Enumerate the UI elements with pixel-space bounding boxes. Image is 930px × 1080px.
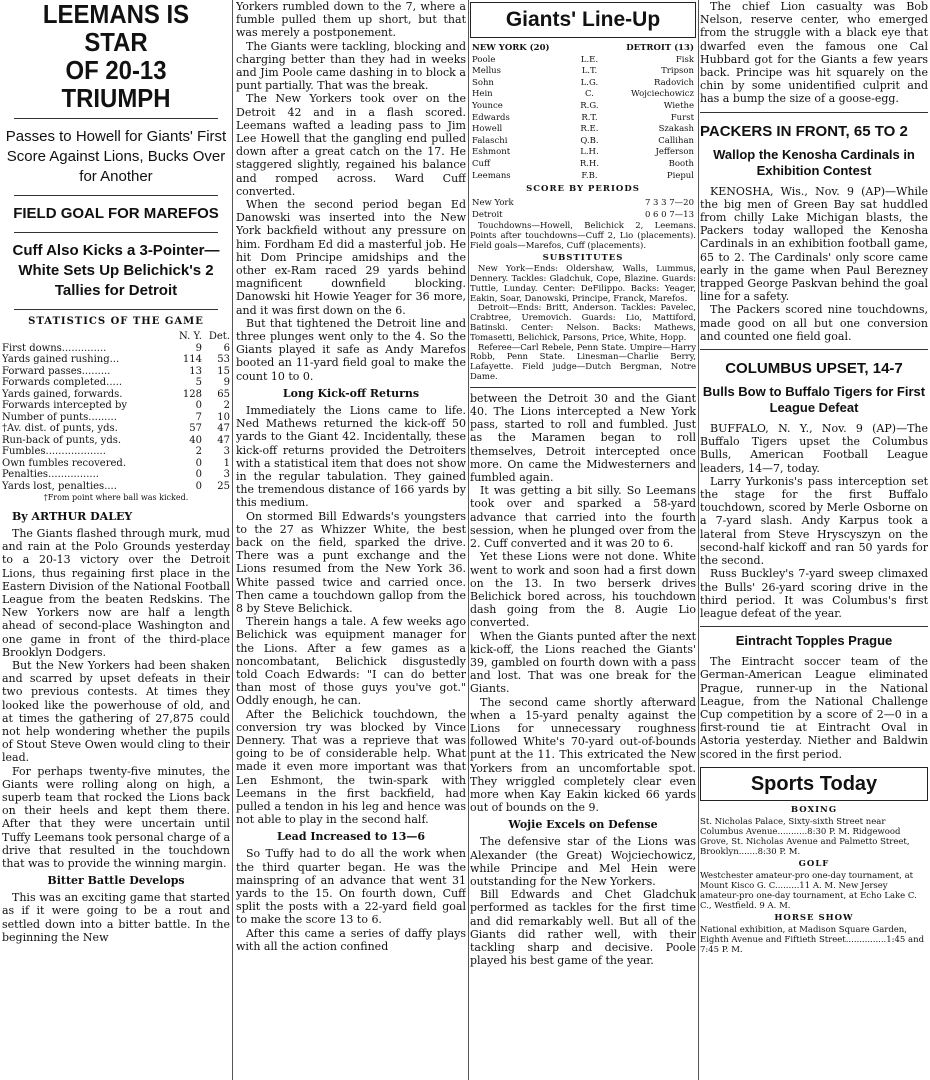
divider — [700, 112, 928, 113]
golf-head: GOLF — [798, 858, 830, 869]
stats-label: †Av. dist. of punts, yds. — [2, 423, 118, 434]
lineup-table — [470, 42, 696, 183]
lineup-ny-player: Falaschi — [472, 135, 508, 146]
lineup-row — [472, 90, 694, 100]
stats-det-value: 3 — [223, 446, 230, 457]
score-quarters: 0 6 0 7—13 — [644, 209, 694, 220]
lineup-row — [472, 56, 694, 66]
stats-ny-value: 9 — [195, 342, 202, 354]
stats-row — [2, 435, 230, 447]
stats-det-value: 6 — [223, 342, 230, 354]
subhead-wojie: Wojie Excels on Defense — [508, 818, 658, 832]
stats-ny-value: 128 — [182, 388, 202, 400]
paragraph: But that tightened the Detroit line and three plunges went only to the 4. So the Giants played it safe as Andy Marefos booted an 11-yard field goal to make the count 10 to 0. — [236, 316, 466, 383]
lineup-row — [472, 67, 694, 77]
lineup-det-player: Wiethe — [663, 100, 694, 111]
stats-ny-value: 2 — [195, 446, 202, 457]
paragraph: KENOSHA, Wis., Nov. 9 (AP)—While the big men of Green Bay sat huddled from chilly Lake Michigan blasts, the Packers today walloped the Kenosha Cardinals in an exhibition football game, 65 to 2. The Cardinals' only score came early in the game when Paul Berezney trapped George Paskvan behind the goal line for a safety. — [700, 184, 928, 304]
paragraph: So Tuffy had to do all the work when the third quarter began. He was the mainspring of an advance that went 31 yards to the 15. On fourth down, Cuff split the posts with a 22-yard field goal to make the score 13 to 6. — [236, 847, 466, 927]
stats-det-value: 2 — [223, 400, 230, 411]
stats-det-value: 47 — [217, 434, 230, 446]
columbus-deck: Bulls Bow to Buffalo Tigers for First League Defeat — [702, 384, 926, 416]
lineup-row — [472, 79, 694, 89]
lineup-row — [472, 114, 694, 124]
stats-label: Yards gained, forwards. — [2, 388, 123, 400]
divider — [14, 118, 218, 119]
column-1 — [2, 0, 230, 944]
headline-line-2: OF 20-13 TRIUMPH — [61, 55, 171, 113]
officials: Referee—Carl Rebele, Penn State. Umpire—Harry Robb, Penn State. Linesman—Charlie Berry, Lafayette. Field judge—Dutch Bergman, Notre Dame. — [470, 342, 696, 383]
column-divider — [468, 0, 469, 1080]
lineup-ny-player: Howell — [472, 124, 503, 135]
stats-label: Yards gained rushing... — [2, 354, 120, 365]
lineup-row — [472, 172, 694, 182]
paragraph: Russ Buckley's 7-yard sweep climaxed the Bulls' 26-yard scoring drive in the third period. It was Columbus's first league defeat of the year. — [700, 567, 928, 620]
paragraph: Bill Edwards and Chet Gladchuk performed as tackles for the first time and did remarkably well. But all of the Giants did rather well, with their tackling sharp and decisive. Poole played his best game of the year. — [470, 888, 696, 968]
deck-1: Passes to Howell for Giants' First Score Against Lions, Bucks Over for Another — [5, 128, 227, 185]
lineup-position: L.H. — [580, 147, 599, 158]
stats-row — [2, 446, 230, 458]
stats-ny-value: 57 — [189, 423, 202, 434]
stats-row — [2, 389, 230, 401]
lineup-ny-player: Younce — [472, 100, 503, 111]
score-team: New York — [472, 197, 514, 208]
lineup-det-player: Wojciechowicz — [630, 89, 694, 100]
lineup-position: Q.B. — [580, 135, 599, 146]
stats-det-value: 3 — [223, 469, 230, 480]
lineup-ny-player: Edwards — [472, 112, 510, 123]
divider — [14, 232, 218, 233]
lineup-ny-player: Leemans — [472, 170, 511, 181]
stats-label: Forward passes......... — [2, 365, 111, 377]
subhead-kickoff-returns: Long Kick-off Returns — [282, 386, 420, 400]
packers-headline: PACKERS IN FRONT, 65 TO 2 — [700, 122, 908, 140]
lineup-ny-player: Mellus — [472, 66, 502, 77]
stats-ny-value: 7 — [195, 411, 202, 423]
paragraph: The Giants flashed through murk, mud and rain at the Polo Grounds yesterday to a 20-13 victory over the Detroit Lions, thus regaining first place in the Eastern Division of the National Football League from the beaten Redskins. The New Yorkers now are half a length ahead of second-place Washington and one game in front of the third-place Brooklyn Dodgers. — [2, 527, 230, 659]
stats-ny-value: 0 — [195, 457, 202, 469]
stats-label: Fumbles................... — [2, 446, 106, 457]
paragraph: The second came shortly afterward when a 15-yard penalty against the Lions for unnecessary roughness followed White's 70-yard out-of-bounds punt at the 11. This extricated the New Yorkers from an uncomfortable spot. They wriggled completely clear even more when Kay Eakin kicked 66 yards out of bounds on the 9. — [470, 695, 696, 815]
lineup-position: R.E. — [580, 124, 599, 135]
subhead-bitter-battle: Bitter Battle Develops — [47, 874, 185, 888]
paragraph: But the New Yorkers had been shaken and scarred by upset defeats in their two previous contests. At times they looked like the powerhouse of old, and at times the gathering of 27,875 could not help wondering whether the pupils of Stout Steve Owen would cling to their lead. — [2, 659, 230, 765]
divider — [470, 387, 696, 388]
paragraph: Larry Yurkonis's pass interception set the stage for the first Buffalo touchdown, scored by Merle Osborne on a 7-yard slash. Andy Karpus took a lateral from Steve Hryscyszyn on the second-half kickoff and ran 50 yards for the second. — [700, 474, 928, 568]
stats-ny-value: 0 — [195, 480, 202, 492]
paragraph: Yorkers rumbled down to the 7, where a fumble pulled them up short, but that was merely a postponement. — [236, 0, 466, 40]
stats-label: Own fumbles recovered. — [2, 457, 126, 469]
lineup-det-head: DETROIT (13) — [626, 43, 694, 53]
paragraph: The Packers scored nine touchdowns, made good on all but one conversion and counted one field goal. — [700, 303, 928, 343]
stats-ny-value: 0 — [195, 469, 202, 480]
lineup-row — [472, 102, 694, 112]
lineup-det-player: Szakash — [658, 124, 694, 135]
stats-label: Forwards intercepted by — [2, 400, 128, 411]
lineup-row — [472, 160, 694, 170]
lineup-det-player: Radovich — [654, 77, 694, 88]
paragraph: This was an exciting game that started as if it were going to be a rout and settled down into a bitter battle. In the beginning the New — [2, 891, 230, 944]
score-table — [470, 197, 696, 222]
stats-row — [2, 343, 230, 355]
paragraph: After this came a series of daffy plays with all the action confined — [236, 926, 466, 953]
stats-det-value: 1 — [223, 457, 230, 469]
lineup-position: L.E. — [580, 54, 599, 65]
stats-title: STATISTICS OF THE GAME — [28, 316, 204, 327]
lineup-det-player: Piepul — [666, 170, 694, 181]
eintracht-headline: Eintracht Topples Prague — [735, 633, 893, 649]
stats-det-value: 15 — [217, 365, 230, 377]
paragraph: After the Belichick touchdown, the conversion try was blocked by Vince Dennery. That was a reprieve that was going to be of considerable help. What made it even more important was that Len Eshmont, the twin-spark with Leemans in the first backfield, had pulled a tendon in his leg and hence was not able to play in the second half. — [236, 707, 466, 827]
stats-col-ny: N. Y. — [179, 331, 202, 342]
stats-label: Yards lost, penalties.... — [2, 480, 117, 492]
boxing-head: BOXING — [790, 804, 838, 815]
score-row — [472, 211, 694, 221]
divider — [14, 309, 218, 310]
lineup-title: Giants' Line-Up — [470, 2, 696, 38]
lineup-position: R.H. — [579, 158, 600, 169]
stats-det-value: 25 — [217, 480, 230, 492]
lineup-ny-player: Cuff — [472, 158, 491, 169]
stats-row — [2, 400, 230, 412]
lineup-ny-player: Sohn — [472, 77, 494, 88]
stats-row — [2, 469, 230, 481]
stats-footnote: †From point where ball was kicked. — [43, 493, 189, 502]
lineup-det-player: Booth — [668, 158, 694, 169]
divider — [700, 626, 928, 627]
scoring-summary: Touchdowns—Howell, Belichick 2, Leemans. Points after touchdowns—Cuff 2, Lio (placements). Field goals—Marefos, Cuff (placements). — [470, 221, 696, 251]
column-2 — [236, 0, 466, 953]
paragraph: When the Giants punted after the next kick-off, the Lions reached the Giants' 39, gambled on fourth down with a pass and lost. That was one break for the Giants. — [470, 629, 696, 696]
paragraph: between the Detroit 30 and the Giant 40. The Lions intercepted a New York pass, started to roll and fumbled. Just as the Maramen began to roll themselves, Detroit intercepted once more. On came the Midwesterners and fumbled again. — [470, 391, 696, 485]
stats-label: Penalties................ — [2, 469, 99, 480]
headline-line-1: LEEMANS IS STAR — [42, 0, 190, 57]
paragraph: Immediately the Lions came to life. Ned Mathews returned the kick-off 50 yards to the Giant 42. Incidentally, these kick-off returns provided the Detroiters with a statistical item that does not show in the regular tabulation. They gained the tremendous distance of 166 yards by this medium. — [236, 403, 466, 510]
stats-label: Number of punts......... — [2, 411, 117, 423]
horse-show-schedule: National exhibition, at Madison Square Garden, Eighth Avenue and Fiftieth Street...............1:45 and 7:45 P. M. — [700, 924, 925, 955]
deck-2: FIELD GOAL FOR MAREFOS — [13, 205, 219, 222]
stats-ny-value: 0 — [195, 400, 202, 411]
column-4 — [700, 0, 928, 955]
stats-label: Run-back of punts, yds. — [2, 434, 122, 446]
stats-det-value: 65 — [217, 388, 230, 400]
columbus-headline: COLUMBUS UPSET, 14-7 — [725, 360, 903, 378]
golf-schedule: Westchester amateur-pro one-day tournament, at Mount Kisco G. C.........11 A. M. New Jersey amateur-pro one-day tournament, at Echo Lake C. C., Westfield. 9 A. M. — [700, 870, 917, 911]
stats-ny-value: 5 — [195, 377, 202, 388]
paragraph: For perhaps twenty-five minutes, the Giants were rolling along on high, a superb team that rocked the Lions back on their heels and kept them there. After that they were uncertain until Tuffy Leemans took personal charge of a drive that resulted in the touchdown that was to provide the winning margin. — [2, 764, 230, 871]
paragraph: On stormed Bill Edwards's youngsters to the 27 as Whizzer White, the best back on the field, sparked the drive. There was a punt exchange and the Lions resumed from the New York 36. White passed twice and carried once. Then came a touchdown gallop from the 8 by Steve Belichick. — [236, 509, 466, 615]
lineup-row — [472, 148, 694, 158]
subhead-lead-increased: Lead Increased to 13—6 — [276, 830, 426, 844]
deck-3: Cuff Also Kicks a 3-Pointer—White Sets Up Belichick's 2 Tallies for Detroit — [12, 242, 220, 299]
stats-ny-value: 40 — [189, 434, 202, 446]
stats-table — [2, 331, 230, 492]
boxing-schedule: St. Nicholas Palace, Sixty-sixth Street near Columbus Avenue...........8:30 P. M. Ridgewood Grove, St. Nicholas Avenue and Palmetto Street, Brooklyn.......8:30 P. M. — [700, 816, 910, 857]
stats-det-value: 47 — [217, 423, 230, 434]
stats-col-det: Det. — [208, 331, 230, 342]
score-title: SCORE BY PERIODS — [526, 184, 640, 195]
stats-row — [2, 423, 230, 435]
score-quarters: 7 3 3 7—20 — [644, 197, 694, 208]
lineup-position: R.T. — [581, 112, 598, 123]
score-row — [472, 199, 694, 209]
stats-row — [2, 412, 230, 424]
paragraph: The defensive star of the Lions was Alexander (the Great) Wojciechowicz, while Principe and Mel Hein were outstanding for the New Yorkers. — [470, 835, 696, 888]
column-3 — [470, 0, 696, 967]
lineup-det-player: Tripson — [661, 66, 694, 77]
lineup-ny-player: Poole — [472, 54, 496, 65]
paragraph: The Giants were tackling, blocking and charging better than they had in weeks and Jim Poole came dashing in to block a punt partially. That was the break. — [236, 39, 466, 93]
subs-title: SUBSTITUTES — [542, 252, 624, 263]
stats-label: Forwards completed..... — [2, 377, 123, 388]
column-divider — [232, 0, 233, 1080]
paragraph: The New Yorkers took over on the Detroit 42 and in a flash scored. Leemans wafted a leading pass to Jim Lee Howell that the gangling end pulled down after a great catch on the 17. He staggered slightly, regained his balance and romped across. Ward Cuff converted. — [236, 92, 466, 198]
lineup-row — [472, 125, 694, 135]
lineup-det-player: Callihan — [658, 135, 694, 146]
byline: By ARTHUR DALEY — [12, 510, 133, 523]
packers-deck: Wallop the Kenosha Cardinals in Exhibition Contest — [713, 146, 915, 178]
lineup-position: R.G. — [580, 100, 599, 111]
lineup-position: F.B. — [581, 170, 598, 181]
paragraph: The Eintracht soccer team of the German-American League eliminated Prague, runner-up in the National League, from the National Challenge Cup competition by a score of 2—0 in a first-round tie at Eintracht Oval in Astoria yesterday. Niether and Baldwin scored in the first period. — [700, 655, 928, 761]
stats-ny-value: 13 — [189, 365, 202, 377]
sports-today-title: Sports Today — [700, 767, 928, 801]
stats-det-value: 10 — [217, 411, 230, 423]
divider — [700, 349, 928, 350]
stats-row — [2, 377, 230, 389]
stats-row — [2, 458, 230, 470]
stats-row — [2, 366, 230, 378]
paragraph: BUFFALO, N. Y., Nov. 9 (AP)—The Buffalo Tigers upset the Columbus Bulls, American Football League leaders, 14—7, today. — [700, 422, 928, 475]
subs-det: Detroit—Ends: Britt, Anderson. Tackles: Pavelec, Crabtree, Uremovich. Guards: Lio, Mattiford, Batinski. Center: Nelson. Backs: Mathews, Tomasetti, Belichick, Parsons, Price, White, Hopp. — [470, 303, 696, 343]
lineup-position: L.G. — [580, 77, 599, 88]
lineup-position: L.T. — [581, 66, 598, 77]
stats-det-value: 53 — [217, 354, 230, 365]
paragraph: The chief Lion casualty was Bob Nelson, reserve center, who emerged from the struggle with a black eye that dwarfed even the famous one Cal Hubbard got for the Giants a few years back. Principe was hit squarely on the chin by some unidentified culprit and has a bump the size of a goose-egg. — [700, 0, 928, 106]
lineup-ny-head: NEW YORK (20) — [472, 43, 550, 53]
column-divider — [698, 0, 699, 1080]
horse-show-head: HORSE SHOW — [774, 912, 854, 923]
score-team: Detroit — [472, 209, 503, 220]
stats-row — [2, 354, 230, 366]
lineup-row — [472, 137, 694, 147]
lineup-det-player: Fisk — [675, 54, 694, 65]
stats-label: First downs.............. — [2, 342, 107, 354]
lineup-det-player: Jefferson — [655, 147, 694, 158]
stats-row — [2, 481, 230, 493]
lineup-position: C. — [584, 89, 594, 100]
lineup-ny-player: Eshmont — [472, 147, 511, 158]
stats-ny-value: 114 — [182, 354, 202, 365]
lineup-ny-player: Hein — [472, 89, 493, 100]
paragraph: Yet these Lions were not done. White went to work and soon had a first down on the 13. In two berserk drives Belichick bored across, his touchdown dash going from the 8. Augie Lio converted. — [470, 550, 696, 630]
subs-ny: New York—Ends: Oldershaw, Walls, Lummus, Dennery. Tackles: Gladchuk, Cope, Blazine. Guards: Tuttle, Lunday. Center: DeFilippo. Backs: Yeager, Eakin, Soar, Danowski, Principe, Franck, Marefos. — [470, 264, 696, 304]
stats-det-value: 9 — [223, 377, 230, 388]
paragraph: When the second period began Ed Danowski was inserted into the New York backfield without any pressure on him. Fordham Ed did a masterful job. He hit Dom Principe amidships and the other ex-Ram raced 29 yards behind magnificent downfield blocking. Danowski hit Howie Yeager for 36 more, and it was first down on the 6. — [236, 198, 466, 317]
paragraph: Therein hangs a tale. A few weeks ago Belichick was equipment manager for the Lions. After a few games as a noncombatant, Belichick disgustedly told Coach Edwards: "I can do better than most of those guys you've got." Oddly enough, he can. — [236, 615, 466, 708]
lineup-det-player: Furst — [670, 112, 694, 123]
paragraph: It was getting a bit silly. So Leemans took over and sparked a 58-yard advance that carried into the fourth session, when he plunged over from the 2. Cuff converted and it was 20 to 6. — [470, 484, 696, 551]
divider — [14, 195, 218, 196]
